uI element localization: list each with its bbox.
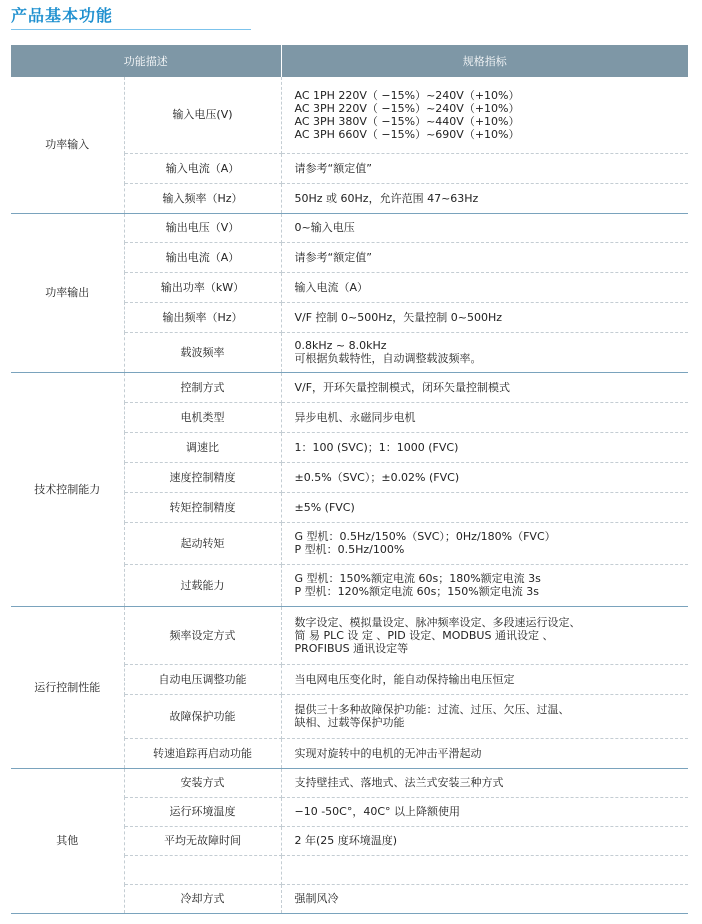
spec-cell: 异步电机、永磁同步电机 xyxy=(281,402,688,432)
category-tech-control: 技术控制能力 xyxy=(11,372,124,606)
spec-cell: G 型机：0.5Hz/150%（SVC）；0Hz/180%（FVC） P 型机：0.5Hz/100% xyxy=(281,522,688,564)
category-power-output: 功率输出 xyxy=(11,213,124,372)
feature-cell: 输出频率（Hz） xyxy=(124,302,281,332)
feature-cell: 平均无故障时间 xyxy=(124,826,281,855)
spec-cell: 0~输入电压 xyxy=(281,213,688,242)
feature-cell: 频率设定方式 xyxy=(124,606,281,664)
spec-cell xyxy=(281,855,688,884)
feature-cell: 起动转矩 xyxy=(124,522,281,564)
table-row xyxy=(11,213,688,242)
table-row xyxy=(11,606,688,664)
spec-cell: AC 1PH 220V（ −15%）~240V（+10%） AC 3PH 220V（ −15%）~240V（+10%） AC 3PH 380V（ −15%）~440V（+10%） AC 3PH 660V（ −15%）~690V（+10%） xyxy=(281,77,688,153)
table-row xyxy=(11,768,688,797)
spec-cell: 1：100 (SVC)；1：1000 (FVC) xyxy=(281,432,688,462)
spec-cell: V/F 控制 0~500Hz，矢量控制 0~500Hz xyxy=(281,302,688,332)
feature-cell: 载波频率 xyxy=(124,332,281,372)
category-run-control: 运行控制性能 xyxy=(11,606,124,768)
spec-cell: V/F，开环矢量控制模式，闭环矢量控制模式 xyxy=(281,372,688,402)
spec-cell: ±0.5%（SVC）；±0.02% (FVC) xyxy=(281,462,688,492)
feature-cell: 输出电压（V） xyxy=(124,213,281,242)
feature-cell: 调速比 xyxy=(124,432,281,462)
feature-cell: 故障保护功能 xyxy=(124,694,281,738)
spec-table xyxy=(11,45,688,914)
spec-cell: 提供三十多种故障保护功能：过流、过压、欠压、过温、 缺相、过载等保护功能 xyxy=(281,694,688,738)
feature-cell: 输入频率（Hz） xyxy=(124,183,281,213)
category-others: 其他 xyxy=(11,768,124,913)
header-specification: 规格指标 xyxy=(281,45,688,77)
spec-cell: 2 年(25 度环境温度) xyxy=(281,826,688,855)
spec-cell: 请参考“额定值” xyxy=(281,153,688,183)
header-function-description: 功能描述 xyxy=(11,45,281,77)
feature-cell: 冷却方式 xyxy=(124,884,281,913)
feature-cell: 过载能力 xyxy=(124,564,281,606)
page-title: 产品基本功能 xyxy=(11,6,114,25)
feature-cell: 运行环境温度 xyxy=(124,797,281,826)
spec-cell: 实现对旋转中的电机的无冲击平滑起动 xyxy=(281,738,688,768)
title-underline xyxy=(11,29,251,30)
spec-cell: 50Hz 或 60Hz，允许范围 47~63Hz xyxy=(281,183,688,213)
spec-cell: 数字设定、模拟量设定、脉冲频率设定、多段速运行设定、 简 易 PLC 设 定 、PID 设定、MODBUS 通讯设定 、 PROFIBUS 通讯设定等 xyxy=(281,606,688,664)
spec-cell: ±5% (FVC) xyxy=(281,492,688,522)
feature-cell: 输出电流（A） xyxy=(124,242,281,272)
spec-cell: 当电网电压变化时，能自动保持输出电压恒定 xyxy=(281,664,688,694)
table-row xyxy=(11,372,688,402)
spec-cell: G 型机：150%额定电流 60s；180%额定电流 3s P 型机：120%额定电流 60s；150%额定电流 3s xyxy=(281,564,688,606)
feature-cell: 安装方式 xyxy=(124,768,281,797)
feature-cell: 输入电流（A） xyxy=(124,153,281,183)
spec-cell: 请参考“额定值” xyxy=(281,242,688,272)
feature-cell: 自动电压调整功能 xyxy=(124,664,281,694)
spec-cell: 强制风冷 xyxy=(281,884,688,913)
category-power-input: 功率输入 xyxy=(11,77,124,213)
feature-cell: 控制方式 xyxy=(124,372,281,402)
feature-cell: 转矩控制精度 xyxy=(124,492,281,522)
table-row xyxy=(11,77,688,153)
feature-cell: 转速追踪再启动功能 xyxy=(124,738,281,768)
spec-cell: 输入电流（A） xyxy=(281,272,688,302)
table-header-row xyxy=(11,45,688,77)
spec-cell: −10 -50C°，40C° 以上降额使用 xyxy=(281,797,688,826)
feature-cell: 输出功率（kW） xyxy=(124,272,281,302)
spec-cell: 0.8kHz ~ 8.0kHz 可根据负载特性，自动调整载波频率。 xyxy=(281,332,688,372)
feature-cell: 输入电压(V) xyxy=(124,77,281,153)
feature-cell xyxy=(124,855,281,884)
spec-cell: 支持壁挂式、落地式、法兰式安装三种方式 xyxy=(281,768,688,797)
feature-cell: 电机类型 xyxy=(124,402,281,432)
feature-cell: 速度控制精度 xyxy=(124,462,281,492)
